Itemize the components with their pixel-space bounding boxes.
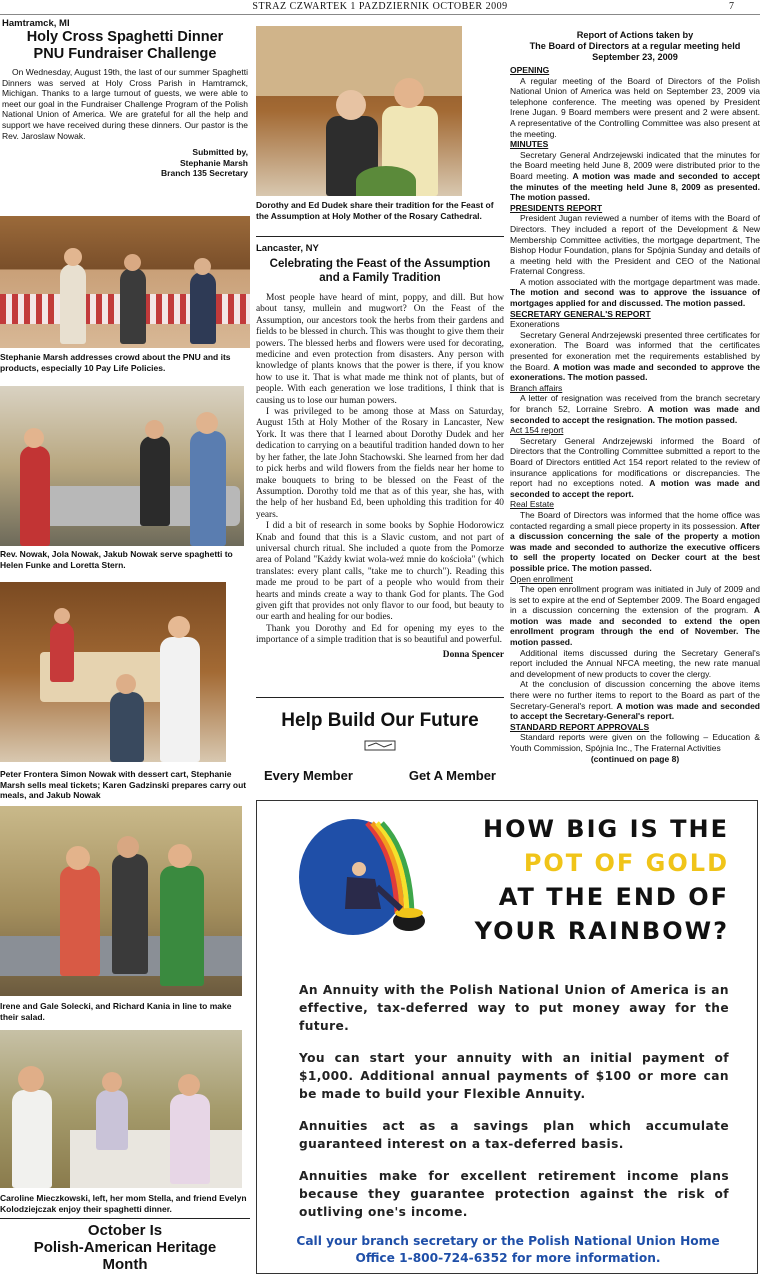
heading-act-154: Act 154 report: [510, 425, 564, 436]
hamtramck-title-2: PNU Fundraiser Challenge: [33, 46, 217, 62]
real-estate-text: The Board of Directors was informed that the home office was contacted regarding a small piece property in its possession.: [510, 509, 760, 531]
signature-2: Stephanie Marsh: [179, 157, 248, 168]
minutes-text: Secretary General Andrzejewski indicated that the minutes for the Board meeting held June 8, 2009 were distributed prior to the Board meeting.: [510, 149, 760, 181]
heading-open-enrollment: Open enrollment: [510, 573, 573, 584]
caption-photo-4: Irene and Gale Solecki, and Richard Kania in line to make their salad.: [0, 1001, 232, 1022]
lancaster-dateline: Lancaster, NY: [256, 243, 319, 254]
caption-photo-2: Rev. Nowak, Jola Nowak, Jakub Nowak serve spaghetti to Helen Funke and Loretta Stern.: [0, 549, 233, 570]
lancaster-paragraph-3: I did a bit of research in some books by Sophie Hodorowicz Knab and found that this is a Slavic custom, and not part of universal church ritual. She included a quote from the Pomorze area of Poland "Każdy kwiat wola-weź mnie do kościoła" (which translates: every plant calls, "take me to church"). Reading this made me proud to be part of a people who would from their hearts and minds create a way to thank God for plants. The God given gift that provides not only flavor to our food, but beauty to our earth and healing for our bodies.: [256, 521, 504, 623]
column-left: [0, 18, 250, 179]
page-number: 7: [729, 1, 734, 12]
photo-salad-line: [0, 806, 242, 996]
lancaster-title-1: Celebrating the Feast of the Assumption: [269, 258, 491, 270]
mortgage-motion: The motion and second was to approve the issuance of mortgages applied for and discussed. The motion passed.: [510, 287, 760, 309]
photo-stephanie-marsh: [0, 216, 250, 348]
heading-presidents-report: PRESIDENTS REPORT: [510, 202, 603, 213]
help-build-title: Help Build Our Future: [281, 710, 479, 731]
ad-paragraph-2: You can start your annuity with an initial payment of $1,000. Additional annual payments of $100 or more can be made to build your Flexible Annuity.: [299, 1051, 729, 1101]
ad-call-line-1: Call your branch secretary or the Polish National Union Home: [296, 1234, 720, 1248]
report-title-3: September 23, 2009: [592, 52, 678, 62]
lancaster-paragraph-1: Most people have heard of mint, poppy, and dill. But how about tansy, mullein and mugwort? On the Feast of the Assumption, our ancestors took the herbs from their gardens and fields to be blessed in church. This was thought to give them their powers. The blessed herbs and flowers were used for decorating, medicine and even protection from disasters. Any person with knowledge of plants knows that the power is there, if you know how to use it. That is what made me think not of plants, but of people. With each generation we lose traditions, I think that is causing us to lose our human powers.: [256, 293, 504, 406]
lancaster-title-2: and a Family Tradition: [319, 272, 441, 284]
ad-headline-3: AT THE END OF: [498, 883, 729, 911]
exonerations-text: Secretary General Andrzejewski presented three certificates for exoneration. The Board was informed that the certificates presented for exoneration met the requirements established by the Board.: [510, 329, 760, 372]
ad-paragraph-4: Annuities make for excellent retirement income plans because they guarantee protection against the risk of outliving one's income.: [299, 1169, 729, 1219]
heading-minutes: MINUTES: [510, 139, 549, 150]
conclusion-motion: A motion was made and seconded to accept the Secretary-General's report.: [510, 700, 760, 722]
mortgage-text: A motion associated with the mortgage department was made.: [520, 276, 760, 287]
additional-items-text: Additional items discussed during the Secretary General's report included the Annual NFCA meeting, the new rate manual and development of new products to cover the clergy.: [510, 647, 760, 679]
newspaper-dateline: STRAZ CZWARTEK 1 PAZDZIERNIK OCTOBER 2009: [252, 1, 508, 12]
ad-headline-4: YOUR RAINBOW?: [474, 917, 729, 945]
lancaster-article: [256, 236, 504, 660]
report-title-1: Report of Actions taken by: [576, 30, 694, 40]
heading-opening: OPENING: [510, 65, 550, 75]
lancaster-paragraph-2: I was privileged to be among those at Mass on Saturday, August 15th at Holy Mother of the Rosary in Lancaster, New York. It was there that I learned about Dorothy Dudek and her dedication to carrying on a beautiful tradition handed down to her by her father, the late John Stachowski. She learned from her dad to pick herbs and wild flowers from the fields near her home to make bouquets to bring to be blessed on the Feast of the Assumption. Dorothy told me that as of this year, she has, with the help of her husband Ed, been upholding this tradition for 40 years.: [256, 407, 504, 520]
ad-paragraph-3: Annuities act as a savings plan which accumulate guaranteed interest on a tax-deferred basis.: [299, 1119, 729, 1151]
heritage-line-1: October Is: [87, 1222, 163, 1239]
caption-photo-1: Stephanie Marsh addresses crowd about the PNU and its products, especially 10 Pay Life Policies.: [0, 352, 231, 373]
handshake-icon: [364, 738, 396, 752]
hamtramck-title-1: Holy Cross Spaghetti Dinner: [26, 29, 224, 45]
conclusion-text: At the conclusion of discussion concerning the above items there were no further items to report to the Board as part of the Secretary-General's report.: [510, 679, 760, 711]
ad-headline-2: POT OF GOLD: [523, 849, 729, 877]
opening-text: A regular meeting of the Board of Directors of the Polish National Union of America was held on September 23, 2009 via telephone conference. The meeting was opened by President Irene Jugan. 9 Board members were present and 2 were absent. A representative of the Controlling Committee was also present at the meeting.: [510, 75, 760, 139]
act-text: Secretary General Andrzejewski informed the Board of Directors that the Controlling Committee submitted a report to the Board of Directors entitled Act 154 report related to the review of insurance applications for modifications or discrepancies. The report had no exceptions noted.: [510, 435, 760, 489]
photo-spaghetti-dinner: [0, 1030, 242, 1188]
heritage-line-3: Month: [102, 1256, 148, 1273]
lancaster-author: Donna Spencer: [442, 649, 504, 660]
branch-motion: A motion was made and seconded to accept the resignation. The motion passed.: [510, 404, 760, 425]
report-title-2: The Board of Directors at a regular meeting held: [529, 41, 741, 51]
open-enrollment-motion: A motion was made and seconded to extend the open enrollment program through the end of November. The motion passed.: [510, 605, 760, 648]
caption-photo-6: Dorothy and Ed Dudek share their tradition for the Feast of the Assumption at Holy Mother of the Rosary Cathedral.: [256, 200, 494, 221]
ad-call-line-2: Office 1-800-724-6352 for more information.: [355, 1251, 661, 1265]
real-estate-motion: After a discussion concerning the sale of the property a motion was made and seconded to authorize the executive officers to sell the property located on Decker court at the best possible price. The motion passed.: [510, 520, 760, 573]
caption-photo-3: Peter Frontera Simon Nowak with dessert cart, Stephanie Marsh sells meal tickets; Karen Gadzinski prepares carry out meals, and Jakub Nowak: [0, 769, 247, 800]
help-build-box: [256, 697, 504, 796]
exonerations-motion: A motion was made and seconded to approve the exonerations. The motion passed.: [510, 361, 760, 383]
signature-1: Submitted by,: [192, 147, 248, 158]
photo-dessert-cart: [0, 582, 226, 762]
lancaster-paragraph-4: Thank you Dorothy and Ed for opening my eyes to the importance of a simple tradition that is so beautiful and powerful.: [256, 623, 504, 646]
signature-3: Branch 135 Secretary: [161, 168, 248, 179]
act-motion: A motion was made and seconded to accept the report.: [510, 478, 760, 499]
heading-branch-affairs: Branch affairs: [510, 382, 563, 393]
standard-reports-text: Standard reports were given on the following – Education & Youth Commission, Spójnia Inc., The Fraternal Activities: [510, 732, 760, 753]
branch-text: A letter of resignation was received from the branch secretary for branch 52, Lorraine Srebro.: [510, 393, 760, 414]
ad-paragraph-1: An Annuity with the Polish National Union of America is an effective, tax-deferred way to put money away for the future.: [299, 983, 729, 1033]
ad-call-to-action: [257, 1233, 759, 1267]
photo-dorothy-ed-dudek: [256, 26, 462, 196]
exonerations-label: Exonerations: [510, 319, 560, 330]
get-a-member-label: Get A Member: [408, 768, 496, 783]
hamtramck-body: On Wednesday, August 19th, the last of our summer Spaghetti Dinners was served at Holy Cross Parish in Hamtramck, Michigan. Thanks to a large turnout of guests, we were able to meet our goal in the Fundraiser Challenge Program of the Polish National Union of America. We are grateful for all the help and support we have received during these dinners. Our pastor is the Rev. Jaroslaw Nowak.: [2, 67, 248, 141]
heritage-line-2: Polish-American Heritage: [33, 1239, 217, 1256]
continued-note: (continued on page 8): [590, 753, 680, 764]
open-enrollment-text: The open enrollment program was initiated in July of 2009 and is set to expire at the end of September 2009. The Board engaged in a discussion concerning the extension of the program.: [510, 584, 760, 616]
minutes-motion: A motion was made and seconded to accept the minutes of the meeting held June 8, 2009 as presented. The motion passed.: [510, 170, 760, 203]
heritage-month-box: [0, 1218, 250, 1273]
heading-secretary-general: SECRETARY GENERAL'S REPORT: [510, 308, 651, 319]
president-text: President Jugan reviewed a number of items with the Board of Directors. They included a report of the Development & New Membership Committee activities, the mortgage department, The Bishop Hodur Foundation, plans for Spójnia Sunday and details of a meeting held with the President and CEO of the National Fraternal Congress.: [510, 213, 760, 277]
board-report: [510, 30, 760, 764]
every-member-label: Every Member: [264, 768, 353, 783]
heading-real-estate: Real Estate: [510, 499, 554, 510]
caption-photo-5: Caroline Mieczkowski, left, her mom Stella, and friend Evelyn Kolodziejczak enjoy their spaghetti dinner.: [0, 1193, 247, 1214]
running-header: [0, 0, 760, 15]
annuity-ad: [256, 800, 758, 1274]
ad-headline-1: HOW BIG IS THE: [482, 815, 729, 843]
heading-standard-reports: STANDARD REPORT APPROVALS: [510, 721, 650, 732]
photo-nowak-serving: [0, 386, 244, 546]
hamtramck-dateline: Hamtramck, MI: [2, 18, 70, 29]
